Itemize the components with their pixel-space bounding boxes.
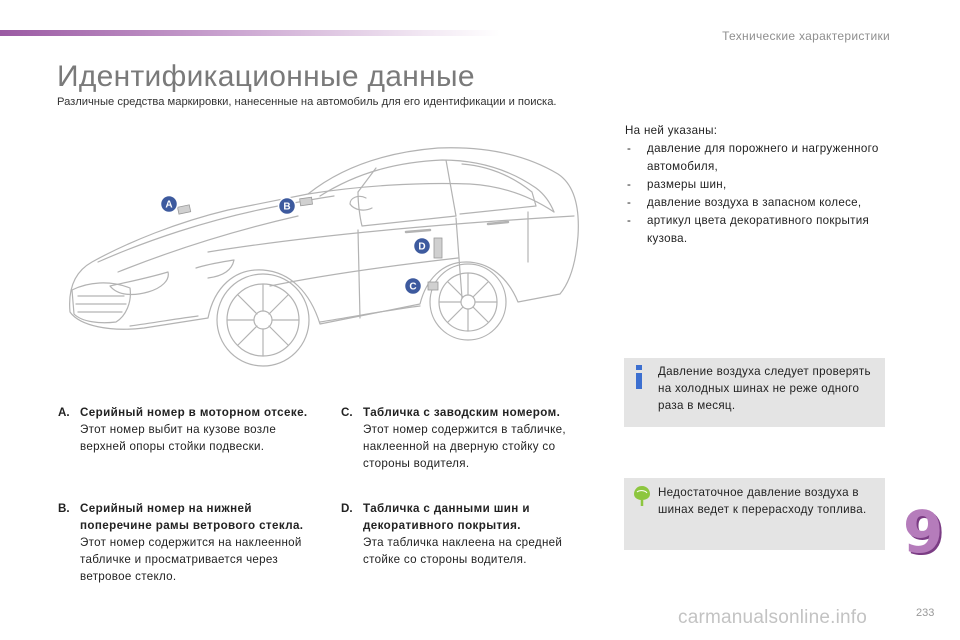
tire-label-info xyxy=(625,122,895,248)
info-note xyxy=(624,358,885,427)
car-illustration xyxy=(58,112,588,382)
marker-d xyxy=(414,238,431,255)
marker-d-label: D xyxy=(418,241,426,253)
item-heading: Серийный номер в моторном отсеке. xyxy=(80,406,308,419)
marker-a xyxy=(161,196,178,213)
marker-a-label: A xyxy=(165,199,173,211)
item-description: Этот номер содержится в табличке, наклеенной на дверную стойку со стороны водителя. xyxy=(363,423,566,470)
item-a xyxy=(58,404,320,455)
list-item: - размеры шин, xyxy=(625,176,895,194)
info-icon xyxy=(633,365,645,389)
marker-c-label: C xyxy=(409,281,417,293)
item-b xyxy=(58,500,320,585)
section-title: Технические характеристики xyxy=(722,29,890,43)
marker-b-label: B xyxy=(283,201,291,213)
item-c xyxy=(341,404,591,472)
item-description: Этот номер содержится на наклеенной табличке и просматривается через ветровое стекло. xyxy=(80,536,302,583)
item-heading: Серийный номер на нижней поперечине рамы ветрового стекла. xyxy=(80,502,304,532)
tire-info-intro: На ней указаны: xyxy=(625,124,718,137)
item-letter: D. xyxy=(341,502,353,515)
page-number: 233 xyxy=(916,607,935,619)
marker-c xyxy=(405,278,422,295)
list-item: - давление воздуха в запасном колесе, xyxy=(625,194,895,212)
item-d xyxy=(341,500,591,568)
item-description: Эта табличка наклеена на средней стойке со стороны водителя. xyxy=(363,536,563,566)
eco-note xyxy=(624,478,885,550)
list-item: - артикул цвета декоративного покрытия кузова. xyxy=(625,212,895,248)
chapter-number: 9 xyxy=(903,498,944,566)
item-letter: C. xyxy=(341,406,353,419)
marker-b xyxy=(279,198,296,215)
item-description: Этот номер выбит на кузове возле верхней опоры стойки подвески. xyxy=(80,423,277,453)
page-title: Идентификационные данные xyxy=(57,60,475,93)
item-heading: Табличка с данными шин и декоративного покрытия. xyxy=(363,502,530,532)
header-accent-bar xyxy=(0,30,500,36)
page-subtitle: Различные средства маркировки, нанесенные на автомобиль для его идентификации и поиска. xyxy=(57,96,557,108)
eco-leaf-icon xyxy=(631,484,653,506)
list-item: - давление для порожнего и нагруженного автомобиля, xyxy=(625,140,895,176)
item-letter: A. xyxy=(58,406,70,419)
item-letter: B. xyxy=(58,502,70,515)
info-note-text: Давление воздуха следует проверять на холодных шинах не реже одного раза в месяц. xyxy=(658,365,871,412)
eco-note-text: Недостаточное давление воздуха в шинах ведет к перерасходу топлива. xyxy=(658,486,867,516)
item-heading: Табличка с заводским номером. xyxy=(363,406,561,419)
watermark: carmanualsonline.info xyxy=(678,607,868,628)
tire-info-list xyxy=(625,140,895,248)
